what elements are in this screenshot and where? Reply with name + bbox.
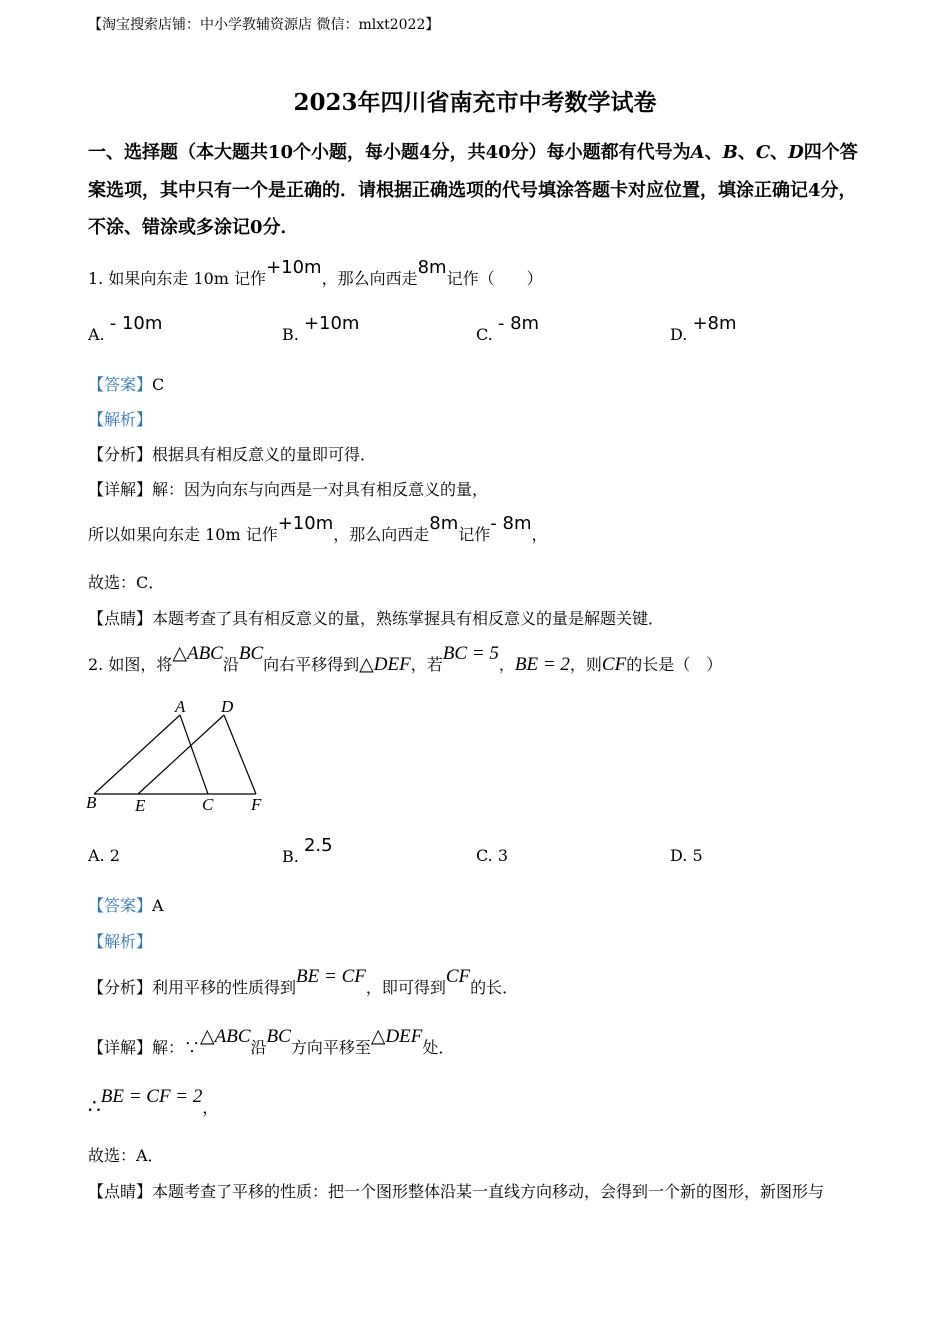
- q2-analysis-tag: 【解析】: [88, 932, 153, 951]
- q2-text: 沿: [222, 655, 239, 674]
- label-a: A: [175, 697, 186, 716]
- q1-text: 1. 如果向东走 10m 记作: [88, 269, 267, 288]
- q2-text: ，则: [569, 655, 602, 674]
- detail-math: BC: [266, 1026, 291, 1047]
- detail-text: 解：因为向东与向西是一对具有相反意义的量，: [152, 480, 489, 499]
- therefore-math: BE = CF = 2: [100, 1086, 203, 1107]
- letter-c: C: [755, 142, 771, 163]
- detail-math: - 8m: [490, 513, 532, 534]
- dianjing-tag: 【点睛】: [88, 609, 153, 628]
- option-label: B.: [282, 847, 299, 866]
- detail-text: ，那么向西走: [333, 525, 430, 544]
- option-value: 2: [109, 846, 120, 865]
- fenxi-text: 的长．: [470, 978, 519, 997]
- q1-option-c[interactable]: [476, 313, 540, 345]
- q1-dianjing: [88, 606, 664, 629]
- q1-detail2: [88, 513, 548, 545]
- q1-fenxi: [88, 442, 376, 465]
- detail-math: +10m: [277, 513, 334, 534]
- option-label: B.: [282, 325, 299, 344]
- fenxi-text: ，即可得到: [365, 978, 446, 997]
- label-d: D: [221, 697, 234, 716]
- dianjing-text: 本题考查了平移的性质：把一个图形整体沿某一直线方向移动，会得到一个新的图形，新图形与: [152, 1182, 825, 1201]
- q2-option-a[interactable]: [88, 846, 120, 865]
- segment-ed: [138, 715, 224, 794]
- q2-math: △DEF: [359, 654, 411, 675]
- dianjing-text: 本题考查了具有相反意义的量，熟练掌握具有相反意义的量是解题关键．: [152, 609, 665, 628]
- fenxi-text: 利用平移的性质得到: [152, 978, 297, 997]
- sep: 、: [737, 142, 756, 163]
- detail-text: 解：∵: [152, 1038, 201, 1057]
- q1-stem: [88, 257, 543, 289]
- q1-detail: [88, 477, 488, 500]
- q2-detail: [88, 1026, 455, 1059]
- detail-text: ，: [531, 525, 548, 544]
- q1-option-a[interactable]: [88, 313, 163, 345]
- q2-math: BC = 5: [442, 643, 499, 664]
- q2-text: 的长是（ ）: [626, 655, 723, 674]
- sep: 、: [704, 142, 723, 163]
- q1-math: +10m: [266, 257, 322, 278]
- letter-a: A: [690, 142, 705, 163]
- fenxi-math: CF: [445, 966, 471, 987]
- page-title: 2023年四川省南充市中考数学试卷: [293, 89, 657, 116]
- q1-option-b[interactable]: [282, 313, 360, 345]
- option-label: A.: [88, 846, 105, 865]
- option-value: - 8m: [497, 313, 540, 334]
- q2-text: ，若: [410, 655, 443, 674]
- q1-math: 8m: [417, 257, 447, 278]
- segment-ac: [180, 715, 208, 794]
- q1-text: ，那么向西走: [321, 269, 418, 288]
- q2-math: BE = 2: [514, 654, 570, 675]
- q2-math: BC: [238, 643, 264, 664]
- q1-answer: [88, 372, 164, 395]
- therefore-text: ，: [202, 1098, 219, 1117]
- q2-therefore: [88, 1086, 219, 1119]
- answer-tag: 【答案】: [88, 896, 153, 915]
- fenxi-text: 根据具有相反意义的量即可得．: [152, 445, 377, 464]
- q2-text: 向右平移得到: [263, 655, 360, 674]
- q2-math: CF: [601, 654, 627, 675]
- answer-value: A: [152, 896, 164, 915]
- fenxi-tag: 【分析】: [88, 978, 153, 997]
- option-value: +8m: [692, 313, 737, 334]
- segment-df: [224, 715, 256, 794]
- section-instructions: [88, 134, 863, 247]
- detail-tag: 【详解】: [88, 480, 153, 499]
- label-f: F: [251, 795, 262, 814]
- detail-math: △DEF: [370, 1026, 423, 1047]
- detail-text: 所以如果向东走 10m 记作: [88, 525, 278, 544]
- option-label: D.: [670, 846, 688, 865]
- label-c: C: [202, 795, 214, 814]
- option-value: 2.5: [303, 835, 333, 856]
- detail-math: 8m: [429, 513, 459, 534]
- label-e: E: [135, 796, 146, 815]
- detail-text: 记作: [458, 525, 491, 544]
- letter-b: B: [722, 142, 738, 163]
- q2-text: ，: [498, 655, 515, 674]
- q2-figure: [80, 695, 280, 820]
- q2-fenxi: [88, 966, 519, 999]
- option-label: C.: [476, 325, 493, 344]
- q2-option-d[interactable]: [670, 846, 703, 865]
- q1-option-d[interactable]: [670, 313, 737, 345]
- fenxi-math: BE = CF: [296, 966, 366, 987]
- q1-choose: 故选：C．: [88, 573, 165, 592]
- header-note: 【淘宝搜索店铺：中小学教辅资源店 微信：mlxt2022】: [88, 17, 440, 33]
- detail-text: 处．: [422, 1038, 455, 1057]
- q2-option-c[interactable]: [476, 846, 508, 865]
- detail-tag: 【详解】: [88, 1038, 153, 1057]
- label-b: B: [86, 793, 97, 812]
- detail-text: 方向平移至: [290, 1038, 371, 1057]
- answer-tag: 【答案】: [88, 375, 153, 394]
- option-label: A.: [88, 325, 105, 344]
- section-suffix: 四个答案选项，其中只有一个是正确的．请根据正确选项的代号填涂答题卡对应位置，填涂正确记4分，不涂、错涂或多涂记0分．: [88, 142, 858, 238]
- q1-analysis-tag: 【解析】: [88, 410, 153, 429]
- detail-text: 沿: [250, 1038, 267, 1057]
- therefore-symbol: ∴: [88, 1094, 101, 1118]
- letter-d: D: [788, 142, 804, 163]
- option-value: +10m: [303, 313, 360, 334]
- sep: 、: [770, 142, 789, 163]
- option-value: - 10m: [109, 313, 163, 334]
- segment-ab: [94, 715, 180, 794]
- q2-answer: [88, 893, 164, 916]
- option-value: 5: [692, 846, 703, 865]
- option-label: D.: [670, 325, 688, 344]
- detail-math: △ABC: [200, 1026, 251, 1047]
- q2-text: 2. 如图，将: [88, 655, 173, 674]
- answer-value: C: [152, 375, 165, 394]
- option-label: C.: [476, 846, 493, 865]
- q2-dianjing: [88, 1179, 824, 1202]
- q2-stem: [88, 643, 723, 676]
- section-prefix: 一、选择题（本大题共10个小题，每小题4分，共40分）每小题都有代号为: [88, 142, 691, 163]
- q2-math: △ABC: [172, 643, 223, 664]
- q1-text: 记作（ ）: [446, 269, 543, 288]
- option-value: 3: [497, 846, 509, 865]
- dianjing-tag: 【点睛】: [88, 1182, 153, 1201]
- fenxi-tag: 【分析】: [88, 445, 153, 464]
- q2-option-b[interactable]: [282, 835, 333, 867]
- q2-choose: 故选：A．: [88, 1146, 164, 1165]
